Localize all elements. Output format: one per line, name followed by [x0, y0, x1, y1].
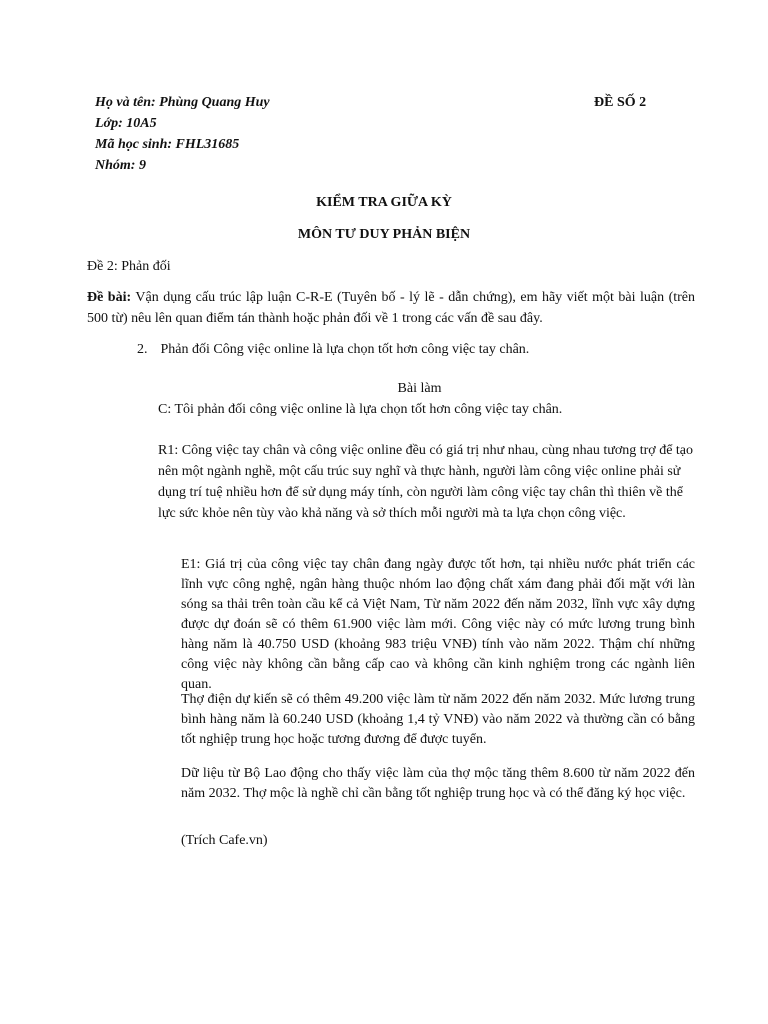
- student-id: Mã học sinh: FHL31685: [95, 137, 240, 152]
- essay-claim: C: Tôi phản đối công việc online là lựa chọn tốt hơn công việc tay chân.: [158, 402, 563, 417]
- essay-source: (Trích Cafe.vn): [181, 833, 268, 848]
- student-class: Lớp: 10A5: [95, 116, 157, 131]
- student-info-block: [95, 92, 270, 176]
- assignment-label: Đề bài:: [87, 290, 132, 305]
- exam-title: KIỂM TRA GIỮA KỲ: [316, 195, 452, 210]
- essay-evidence-3: Dữ liệu từ Bộ Lao động cho thấy việc làm của thợ mộc tăng thêm 8.600 từ năm 2022 đến năm 2032. Thợ mộc là nghề chỉ cần bằng tốt nghiệp trung học và có thể đăng ký học việc.: [181, 766, 695, 801]
- student-name: Họ và tên: Phùng Quang Huy: [95, 95, 270, 110]
- essay-evidence-2: Thợ điện dự kiến sẽ có thêm 49.200 việc làm từ năm 2022 đến năm 2032. Mức lương trung bình hàng năm là 60.240 USD (khoảng 1,4 tỷ VNĐ) vào năm 2022 và thường cần có bằng tốt nghiệp trung học hoặc tương đương để được tuyển.: [181, 692, 695, 747]
- assignment-paragraph: [87, 287, 695, 329]
- list-item: [137, 339, 529, 360]
- essay-evidence-1: E1: Giá trị của công việc tay chân đang ngày được tốt hơn, tại nhiều nước phát triển các lĩnh vực công nghệ, ngân hàng thuộc nhóm lao động chất xám đang phải đối mặt với làn sóng sa thải trên toàn cầu kể cả Việt Nam, Từ năm 2022 đến năm 2032, lĩnh vực xây dựng được dự đoán sẽ có thêm 61.900 việc làm mới. Công việc này có mức lương trung bình hàng năm là 40.750 USD (khoảng 983 triệu VNĐ) tính vào năm 2022. Thậm chí những công việc này không cần bằng cấp cao và không cần kinh nghiệm trong các ngành liên quan.: [181, 557, 695, 692]
- essay-heading: Bài làm: [397, 381, 442, 396]
- exam-number: ĐỀ SỐ 2: [594, 95, 647, 110]
- subject-title: MÔN TƯ DUY PHẢN BIỆN: [297, 227, 471, 242]
- essay-reason: R1: Công việc tay chân và công việc online đều có giá trị như nhau, cùng nhau tương trợ để tạo nên một ngành nghề, một cấu trúc suy nghĩ và thực hành, người làm công việc online phải sử dụng trí tuệ nhiều hơn để sử dụng máy tính, còn người làm công việc tay chân thì thiên về thể lực sức khỏe nên tùy vào khả năng và sở thích mỗi người mà ta lựa chọn công việc.: [158, 443, 694, 521]
- list-item-number: 2.: [137, 342, 148, 357]
- topic-line: Đề 2: Phản đối: [87, 259, 171, 274]
- list-item-text: Phản đối Công việc online là lựa chọn tốt hơn công việc tay chân.: [160, 342, 530, 357]
- assignment-text: Vận dụng cấu trúc lập luận C-R-E (Tuyên bố - lý lẽ - dẫn chứng), em hãy viết một bài luận (trên 500 từ) nêu lên quan điểm tán thành hoặc phản đối về 1 trong các vấn đề sau đây.: [87, 290, 695, 326]
- student-group: Nhóm: 9: [95, 158, 146, 173]
